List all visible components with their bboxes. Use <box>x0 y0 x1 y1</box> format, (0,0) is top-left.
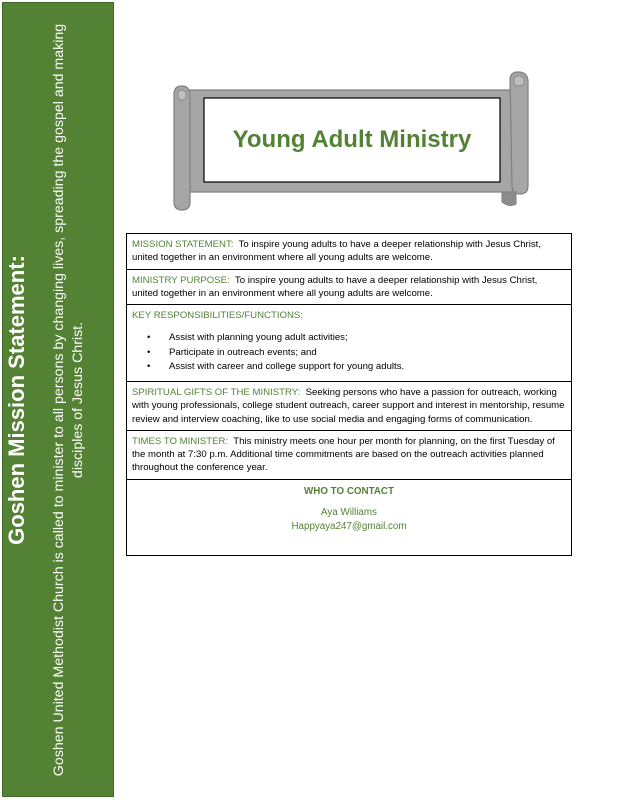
contact-email: Happyaya247@gmail.com <box>291 521 407 533</box>
title-banner <box>164 70 536 212</box>
times-to-minister-row <box>127 431 571 480</box>
ministry-info-table <box>126 233 572 556</box>
ministry-purpose-label: MINISTRY PURPOSE: <box>132 274 230 286</box>
list-item: • Assist with career and college support for young adults. <box>169 360 566 375</box>
spiritual-gifts-text: Seeking persons who have a passion for outreach, working with young professionals, college student outreach, career support and interest in mentorship, resume review and interview coaching, like to use social media and engaging forms of communication. <box>132 386 565 425</box>
bullet-icon: • <box>147 346 151 358</box>
list-item: • Assist with planning young adult activities; <box>169 331 566 346</box>
ministry-purpose-text: To inspire young adults to have a deeper relationship with Jesus Christ, united together in an environment where all young adults are welcome. <box>132 274 538 299</box>
bullet-icon: • <box>147 361 151 373</box>
list-item: • Participate in outreach events; and <box>169 346 566 361</box>
contact-row <box>127 480 571 555</box>
sidebar-mission-text: Goshen United Methodist Church is called to minister to all persons by changing lives, spreading the gospel and making disciples of Jesus Christ. <box>51 23 86 777</box>
mission-statement-label: MISSION STATEMENT: <box>132 239 234 250</box>
times-to-minister-text: This ministry meets one hour per month for planning, on the first Tuesday of the month at 7:30 p.m. Additional time commitments are based on the outreach activities planned throughout the conference year. <box>132 435 555 474</box>
bullet-icon: • <box>147 332 151 344</box>
sidebar-rotated-text <box>4 10 114 790</box>
mission-statement-row <box>127 234 571 270</box>
responsibilities-row <box>127 305 571 382</box>
banner-title: Young Adult Ministry <box>232 126 472 153</box>
contact-name: Aya Williams <box>321 507 377 519</box>
mission-statement-text: To inspire young adults to have a deeper relationship with Jesus Christ, united together in an environment where all young adults are welcome. <box>132 239 541 264</box>
spiritual-gifts-label: SPIRITUAL GIFTS OF THE MINISTRY: <box>132 386 301 398</box>
responsibilities-label: KEY RESPONSIBILITIES/FUNCTIONS: <box>132 310 303 322</box>
ministry-purpose-row <box>127 270 571 306</box>
times-to-minister-label: TIMES TO MINISTER: <box>132 435 229 447</box>
responsibilities-list <box>132 331 566 375</box>
sidebar-title: Goshen Mission Statement: <box>4 255 29 545</box>
mission-sidebar <box>2 2 114 797</box>
spiritual-gifts-row <box>127 382 571 431</box>
contact-heading: WHO TO CONTACT <box>304 485 394 497</box>
